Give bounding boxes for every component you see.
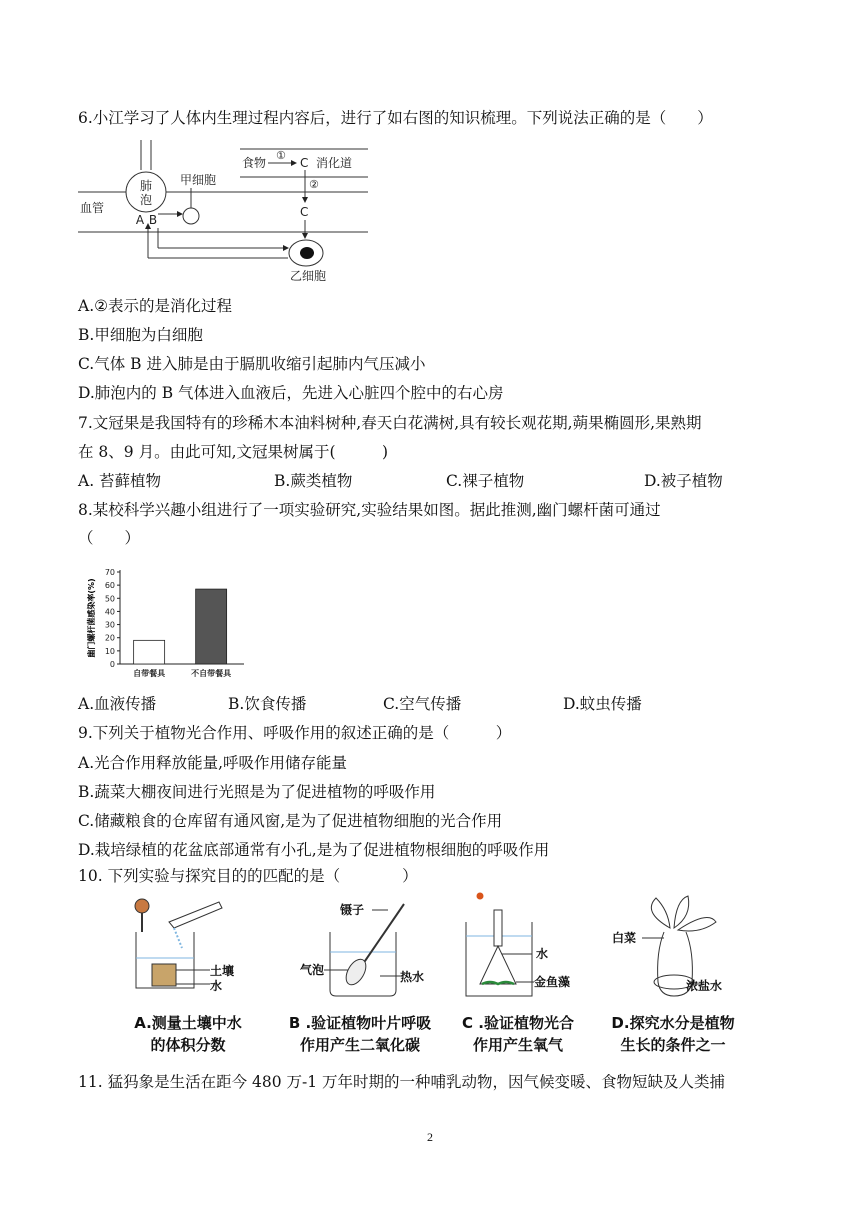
caption-d-line2: 生长的条件之一 [620, 1036, 726, 1054]
caption-b-line1: B .验证植物叶片呼吸 [288, 1014, 432, 1032]
c-label-1: C [300, 156, 309, 170]
tilted-cylinder [169, 902, 222, 928]
q10-figure-a [124, 892, 254, 1002]
cell-b-nucleus [300, 247, 314, 259]
q10-caption-d [598, 1012, 748, 1056]
q7-option-b: B.蕨类植物 [274, 472, 353, 490]
q7-option-a: A. 苔藓植物 [78, 472, 162, 490]
q6-option-d: D.肺泡内的 B 气体进入血液后，先进入心脏四个腔中的右心房 [78, 384, 504, 402]
y-tick-label: 60 [104, 581, 115, 591]
q9-option-b: B.蔬菜大棚夜间进行光照是为了促进植物的呼吸作用 [78, 783, 436, 801]
q10-caption-b [280, 1012, 440, 1056]
y-tick-label: 20 [104, 633, 115, 643]
tract-label: 消化道 [316, 156, 353, 170]
q6-option-b: B.甲细胞为白细胞 [78, 326, 203, 344]
q8-option-d: D.蚊虫传播 [563, 695, 642, 713]
alveolus-label-1: 肺 [139, 179, 153, 193]
cabbage-label: 白菜 [612, 931, 637, 945]
y-tick-label: 40 [104, 607, 115, 617]
food-label: 食物 [242, 156, 267, 170]
q8-line1: 8.某校科学兴趣小组进行了一项实验研究,实验结果如图。据此推测,幽门螺杆菌可通过 [78, 501, 661, 519]
blood-vessel-label: 血管 [80, 201, 105, 215]
hot-water-label: 热水 [400, 970, 425, 984]
q11-stem: 11. 猛犸象是生活在距今 480 万-1 万年时期的一种哺乳动物，因气候变暖、食物短缺及人类捕 [78, 1073, 726, 1091]
q8-bar-chart [84, 564, 250, 684]
q8-option-a: A.血液传播 [78, 695, 157, 713]
q8-option-b: B.饮食传播 [228, 695, 307, 713]
caption-d-line1: D.探究水分是植物 [611, 1014, 735, 1032]
q6-option-c: C.气体 B 进入肺是由于膈肌收缩引起肺内气压减小 [78, 355, 426, 373]
x-tick-label: 自带餐具 [133, 669, 166, 678]
brine-label: 浓盐水 [686, 979, 723, 993]
funnel [480, 946, 516, 984]
y-axis-label: 幽门螺杆菌感染率(%) [87, 578, 96, 658]
test-tube [494, 910, 502, 946]
q10-figure-d [612, 892, 752, 1002]
caption-c-line1: C .验证植物光合 [462, 1014, 574, 1032]
c-label-2: C [300, 205, 309, 219]
y-tick-label: 0 [109, 660, 115, 669]
caption-c-line2: 作用产生氧气 [472, 1036, 563, 1054]
label-b: B [148, 213, 158, 227]
soil-label: 土壤 [210, 964, 235, 978]
q8-line2: （ ） [78, 529, 141, 547]
bar-no-own-tableware [196, 589, 227, 664]
q6-diagram [78, 140, 368, 290]
goldfish-label: 金鱼藻 [534, 975, 571, 989]
page-number: 2 [427, 1130, 433, 1144]
q6-option-a: A.②表示的是消化过程 [78, 297, 233, 315]
spark-dot [477, 893, 484, 900]
step2-label: ② [309, 178, 319, 191]
y-tick-label: 10 [104, 646, 115, 656]
q7-line1: 7.文冠果是我国特有的珍稀木本油料树种,春天白花满树,具有较长观花期,蒴果椭圆形,果熟期 [78, 414, 702, 432]
caption-a-line1: A.测量土壤中水 [134, 1014, 242, 1032]
q7-option-d: D.被子植物 [644, 472, 723, 490]
q10-caption-c [448, 1012, 588, 1056]
q7-option-c: C.裸子植物 [446, 472, 525, 490]
q9-stem: 9.下列关于植物光合作用、呼吸作用的叙述正确的是（ ） [78, 724, 512, 742]
q9-option-a: A.光合作用释放能量,呼吸作用储存能量 [78, 754, 348, 772]
caption-a-line2: 的体积分数 [150, 1036, 226, 1054]
q7-line2: 在 8、9 月。由此可知,文冠果树属于( ) [78, 443, 389, 461]
q10-caption-a [118, 1012, 258, 1056]
q10-figure-c [458, 892, 588, 1002]
cabbage-leaf-2 [674, 896, 689, 928]
y-tick-label: 70 [104, 568, 115, 577]
bar-own-tableware [134, 640, 165, 664]
y-tick-label: 30 [104, 620, 115, 630]
q9-option-c: C.储藏粮食的仓库留有通风窗,是为了促进植物细胞的光合作用 [78, 812, 503, 830]
alveolus-label-2: 泡 [139, 193, 153, 207]
water-label-a: 水 [210, 979, 223, 993]
q10-stem: 10. 下列实验与探究目的的匹配的是（ ） [78, 867, 418, 885]
q8-option-c: C.空气传播 [383, 695, 462, 713]
q6-stem: 6.小江学习了人体内生理过程内容后，进行了如右图的知识梳理。下列说法正确的是（ ） [78, 109, 713, 127]
cell-b-label: 乙细胞 [290, 269, 327, 283]
x-tick-label: 不自带餐具 [191, 669, 232, 678]
label-a: A [135, 213, 145, 227]
water-label-c: 水 [536, 947, 549, 961]
caption-b-line2: 作用产生二氧化碳 [299, 1036, 420, 1054]
cell-a-shape [183, 208, 199, 224]
step1-label: ① [276, 149, 286, 162]
q9-option-d: D.栽培绿植的花盆底部通常有小孔,是为了促进植物根细胞的呼吸作用 [78, 841, 550, 859]
cell-a-label: 甲细胞 [180, 173, 217, 187]
soil-block [152, 964, 176, 986]
bubble-label: 气泡 [300, 963, 325, 977]
y-tick-label: 50 [104, 594, 115, 604]
cabbage-leaf-1 [651, 898, 670, 928]
dropper-bulb [135, 899, 149, 913]
tweezers-label: 镊子 [340, 903, 365, 917]
q10-figure-b [300, 892, 430, 1002]
